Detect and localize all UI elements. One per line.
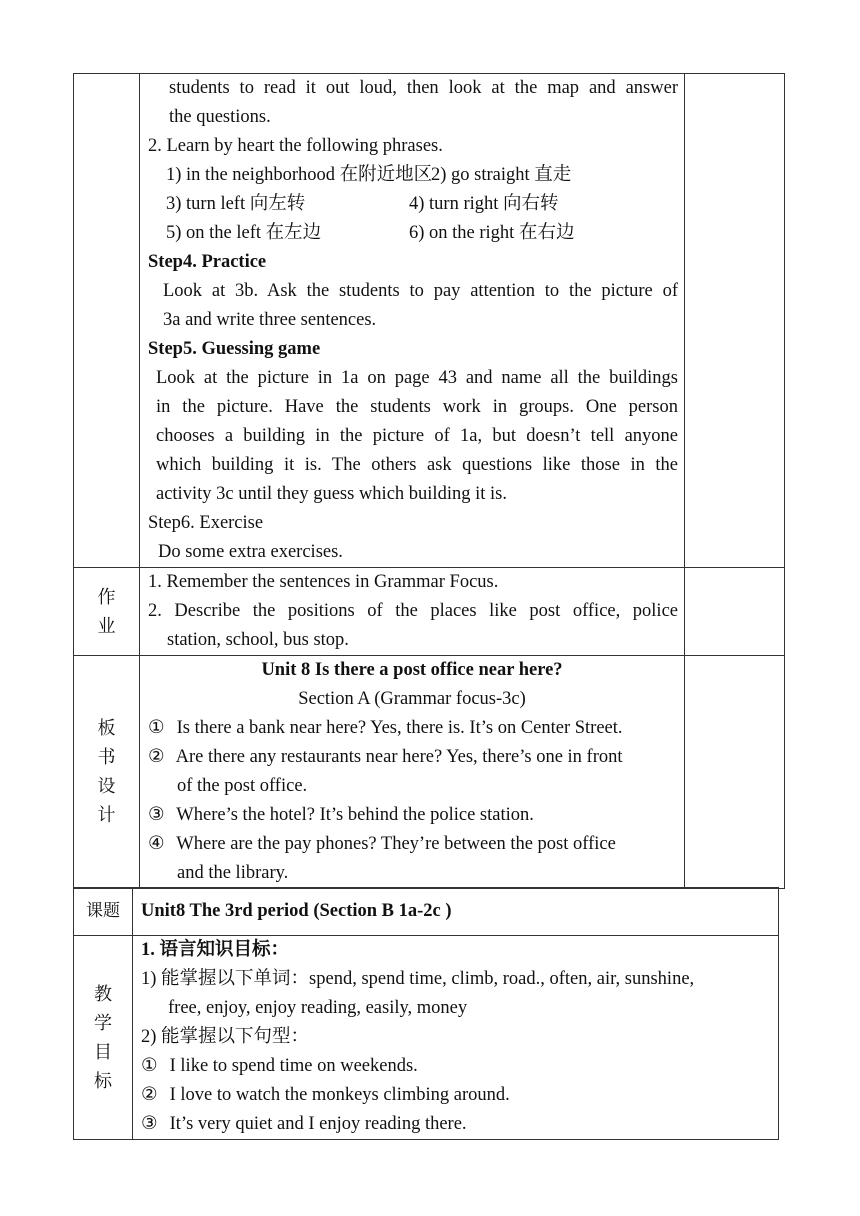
board-item: [146, 830, 678, 859]
words-line: [137, 965, 774, 994]
sentence-item: [137, 1081, 774, 1110]
topic-label: 课题: [74, 888, 133, 936]
goal-heading: 1. 语言知识目标：: [141, 940, 290, 960]
goals-label: [74, 936, 133, 1140]
item-number: ②: [148, 747, 165, 767]
notes-cell: [685, 74, 785, 568]
homework-label: [74, 568, 140, 656]
text-line: Do some extra exercises.: [158, 542, 343, 562]
phrase: 4) turn right 向右转: [409, 194, 559, 214]
sentences-intro: 2) 能掌握以下句型：: [141, 1027, 310, 1047]
text-line: chooses a building in the picture of 1a, but doesn’t tell anyone: [156, 426, 678, 446]
text-line: 2. Describe the positions of the places like post office, police: [148, 601, 678, 621]
phrase: 1) in the neighborhood 在附近地区: [166, 165, 433, 185]
board-subtitle: Section A (Grammar focus-3c): [298, 689, 526, 709]
board-item-cont: and the library.: [177, 863, 289, 883]
text-line: students to read it out loud, then look at the map and answer: [169, 78, 678, 98]
phrase: 6) on the right 在右边: [409, 223, 575, 243]
phrase: 2) go straight 直走: [431, 165, 572, 185]
lesson-plan-table-2: [73, 887, 779, 1140]
step-heading: Step5. Guessing game: [148, 339, 321, 359]
goals-row: [74, 936, 779, 1140]
label-char: 作: [97, 586, 116, 608]
phrase: 5) on the left 在左边: [166, 223, 322, 243]
sentence-item: [137, 1110, 774, 1139]
lesson-plan-table-1: [73, 73, 785, 889]
procedure-label-cell: [74, 74, 140, 568]
text-line: 2. Learn by heart the following phrases.: [148, 136, 443, 156]
label-char: 设: [97, 776, 116, 797]
text-line: Look at the picture in 1a on page 43 and name all the buildings: [156, 368, 678, 388]
board-item-cont: of the post office.: [177, 776, 308, 796]
item-number: ①: [148, 718, 165, 738]
words-line-cont: free, enjoy, enjoy reading, easily, money: [168, 998, 468, 1018]
topic-text: Unit8 The 3rd period (Section B 1a-2c ): [141, 901, 452, 921]
text-line: Look at 3b. Ask the students to pay attention to the picture of: [163, 281, 678, 301]
goals-content: [133, 936, 779, 1140]
blackboard-row: [74, 656, 785, 889]
words-intro: 1) 能掌握以下单词：: [141, 969, 310, 989]
notes-cell: [685, 568, 785, 656]
label-char: 书: [97, 747, 116, 768]
item-number: ③: [141, 1114, 158, 1134]
phrase-row: [146, 219, 678, 248]
label-char: 计: [97, 805, 116, 826]
procedure-content: [140, 74, 685, 568]
phrase: 3) turn left 向左转: [166, 194, 306, 214]
label-char: 目: [94, 1041, 112, 1063]
label-char: 标: [94, 1070, 112, 1092]
item-text: I love to watch the monkeys climbing around.: [169, 1085, 510, 1105]
label-char: 业: [97, 615, 116, 637]
item-text: Are there any restaurants near here? Yes, there’s one in front: [175, 747, 623, 767]
text-line: 3a and write three sentences.: [163, 310, 377, 330]
step-heading: Step4. Practice: [148, 252, 267, 272]
item-text: Where’s the hotel? It’s behind the police station.: [176, 805, 534, 825]
text-line: the questions.: [169, 107, 271, 127]
homework-content: [140, 568, 685, 656]
notes-cell: [685, 656, 785, 889]
blackboard-content: [140, 656, 685, 889]
label-char: 板: [97, 718, 116, 739]
phrase-row: [146, 161, 678, 190]
procedure-row: [74, 74, 785, 568]
sentence-item: [137, 1052, 774, 1081]
item-number: ②: [141, 1085, 158, 1105]
text-line: which building it is. The others ask questions like those in the: [156, 455, 678, 475]
label-char: 教: [94, 983, 112, 1005]
step-heading: Step6. Exercise: [148, 513, 264, 533]
text-line: activity 3c until they guess which building it is.: [156, 484, 507, 504]
text-line: station, school, bus stop.: [167, 630, 349, 650]
item-text: Where are the pay phones? They’re between the post office: [176, 834, 616, 854]
item-number: ①: [141, 1056, 158, 1076]
words-list: spend, spend time, climb, road., often, air, sunshine,: [309, 969, 695, 989]
phrase-row: [146, 190, 678, 219]
item-text: It’s very quiet and I enjoy reading there.: [169, 1114, 467, 1134]
item-number: ④: [148, 834, 165, 854]
topic-content: [133, 888, 779, 936]
topic-row: [74, 888, 779, 936]
text-line: 1. Remember the sentences in Grammar Focus.: [148, 572, 499, 592]
board-item: [146, 801, 678, 830]
text-line: in the picture. Have the students work in groups. One person: [156, 397, 678, 417]
item-text: Is there a bank near here? Yes, there is. It’s on Center Street.: [176, 718, 623, 738]
board-item: [146, 714, 678, 743]
board-item: [146, 743, 678, 772]
homework-row: [74, 568, 785, 656]
item-number: ③: [148, 805, 165, 825]
board-title: Unit 8 Is there a post office near here?: [261, 660, 563, 680]
label-char: 学: [94, 1012, 112, 1034]
blackboard-label: [74, 656, 140, 889]
item-text: I like to spend time on weekends.: [169, 1056, 418, 1076]
